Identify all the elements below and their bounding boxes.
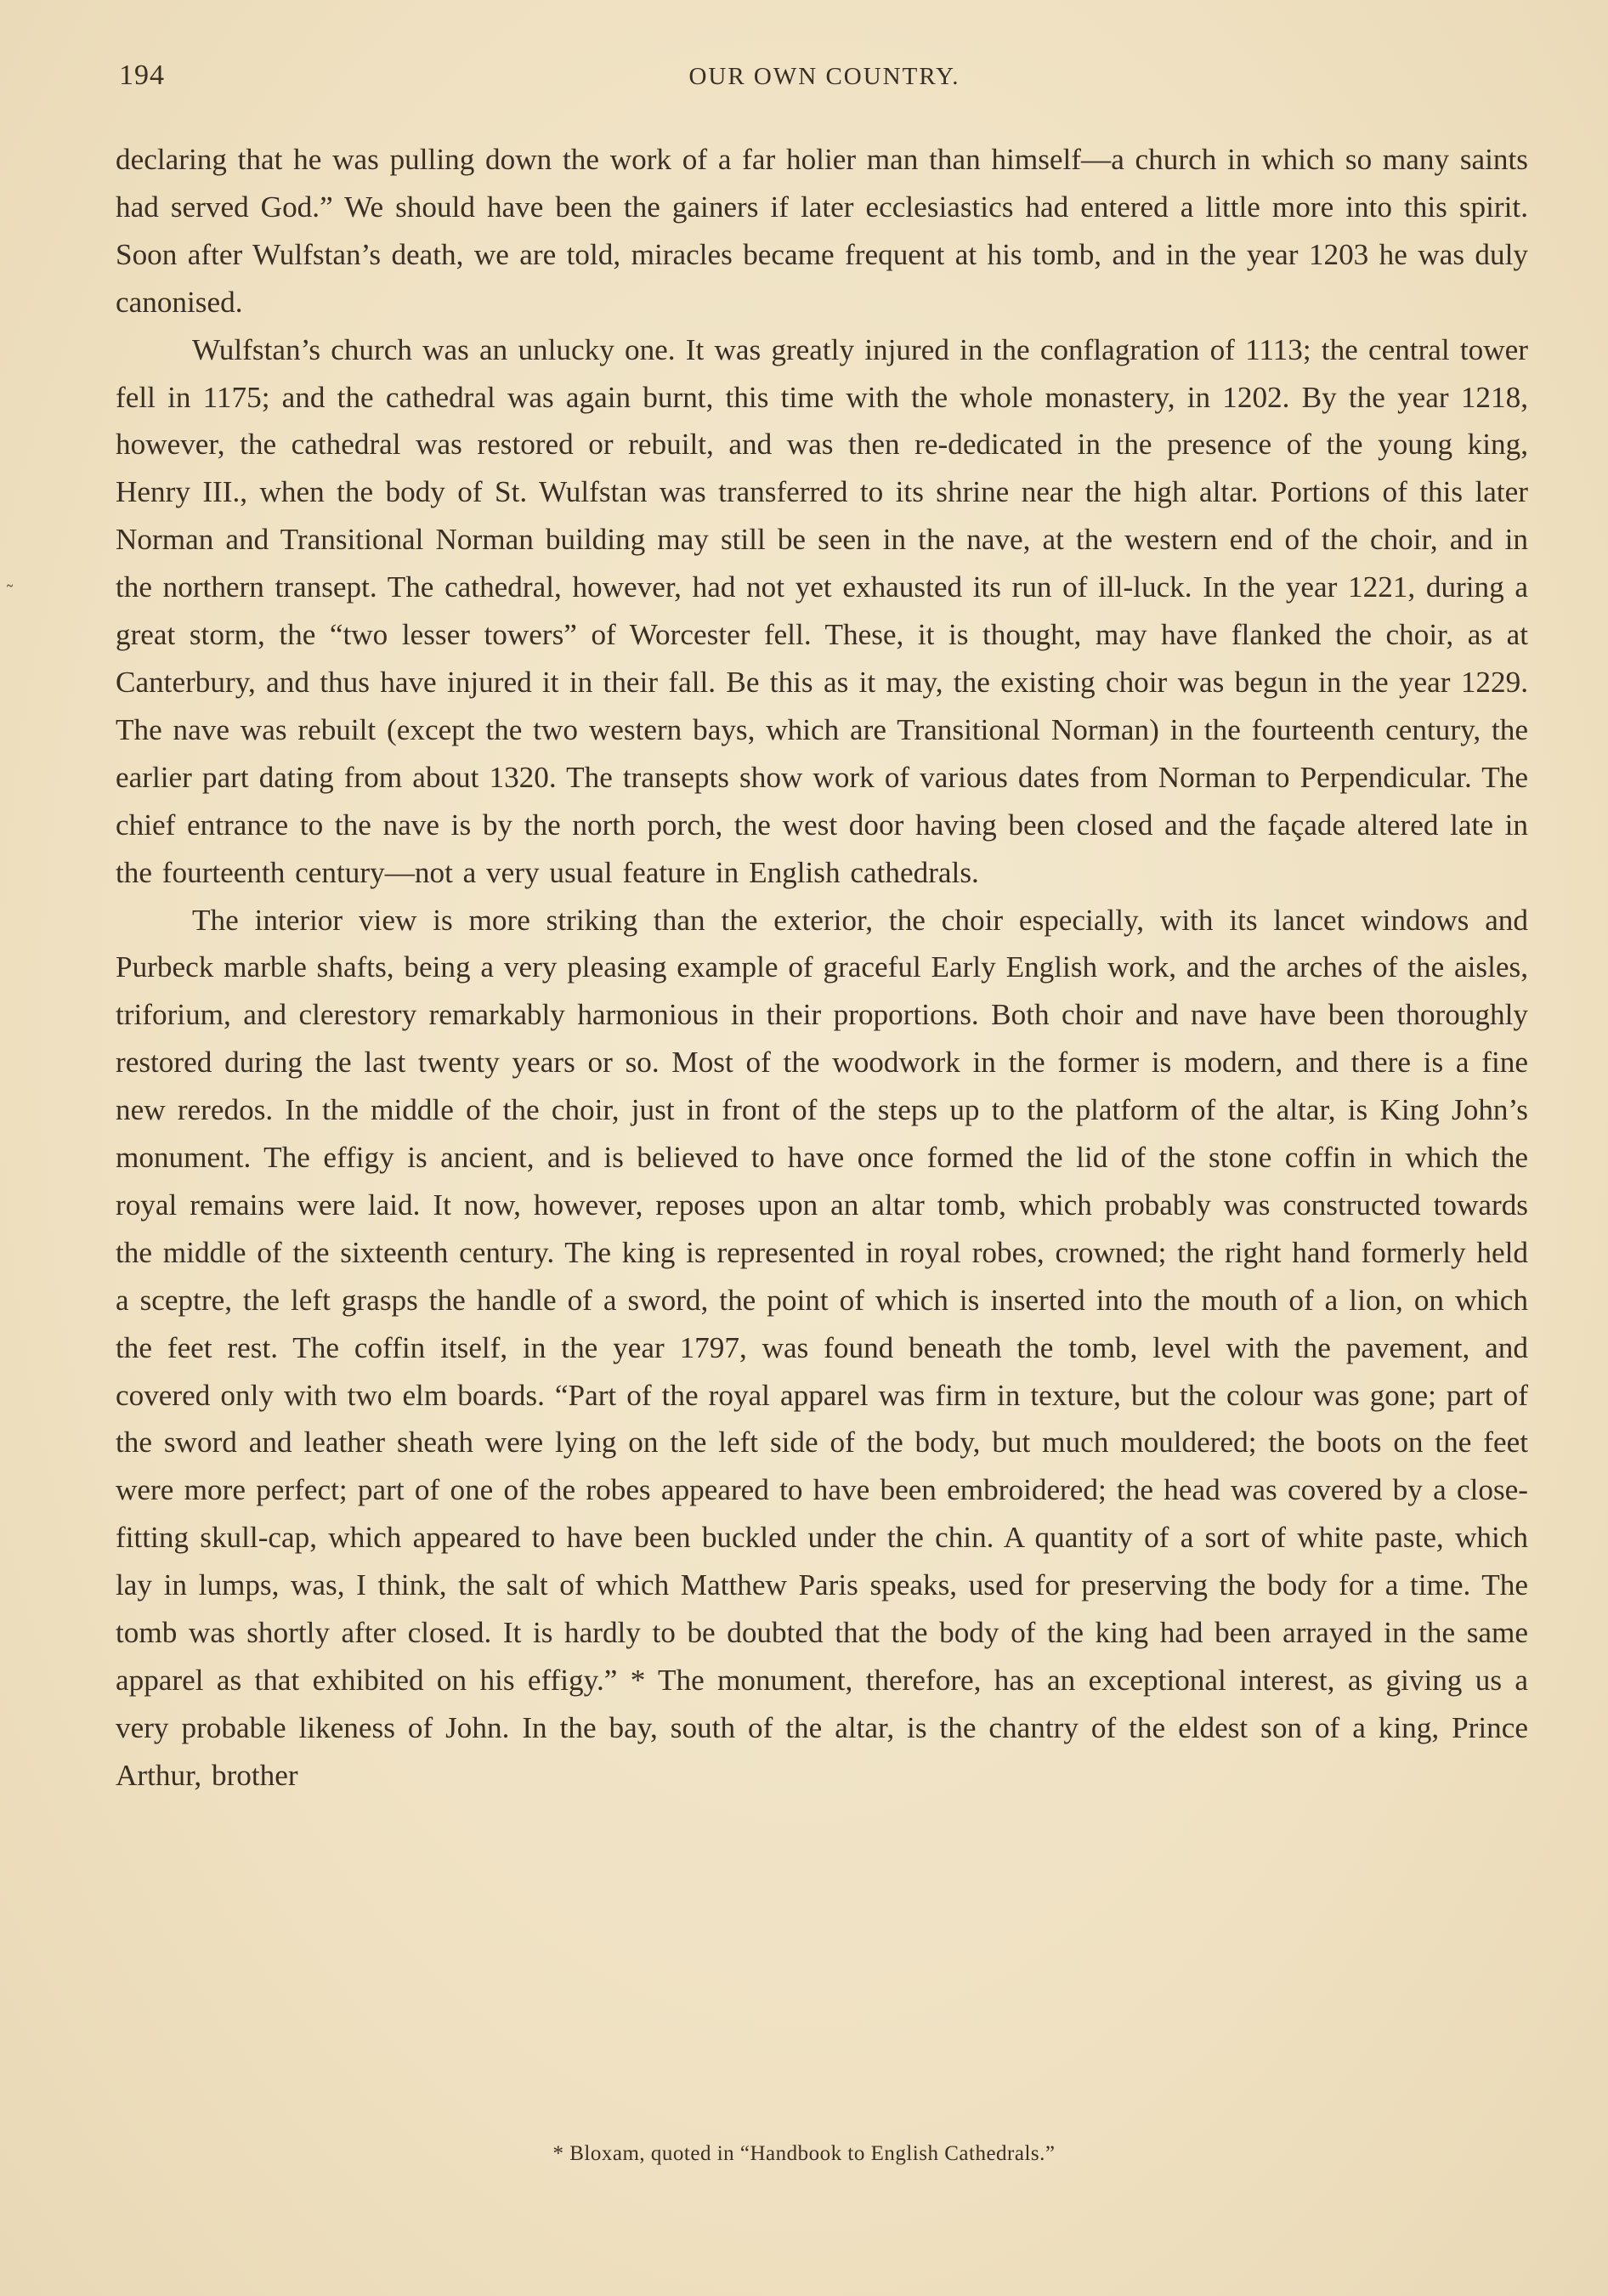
paragraph-1: declaring that he was pulling down the work of a far holier man than himself—a church in which so many saints had served God.” We should have been the gainers if later ecclesiastics had entered a little more into this spirit. Soon after Wulfstan’s death, we are told, miracles became frequent at his tomb, and in the year 1203 he was duly canonised. [116,143,1528,319]
running-title: OUR OWN COUNTRY. [688,63,960,90]
running-head [119,60,1530,102]
page-number: 194 [119,60,165,91]
margin-mark: ˜ [5,583,14,604]
paragraph-2: Wulfstan’s church was an unlucky one. It was greatly injured in the conflagration of 1113; the central tower fell in 1175; and the cathedral was again burnt, this time with the whole monastery, in 1202. By the year 1218, however, the cathedral was restored or rebuilt, and was then re-dedicated in the presence of the young king, Henry III., when the body of St. Wulfstan was transferred to its shrine near the high altar. Portions of this later Norman and Transitional Norman building may still be seen in the nave, at the western end of the choir, and in the northern transept. The cathedral, however, had not yet exhausted its run of ill-luck. In the year 1221, during a great storm, the “two lesser towers” of Worcester fell. These, it is thought, may have flanked the choir, as at Canterbury, and thus have injured it in their fall. Be this as it may, the existing choir was begun in the year 1229. The nave was rebuilt (except the two western bays, which are Transitional Norman) in the fourteenth century, the earlier part dating from about 1320. The transepts show work of various dates from Norman to Perpendicular. The chief entrance to the nave is by the north porch, the west door having been closed and the façade altered late in the fourteenth century—not a very usual feature in English cathedrals. [116,332,1528,889]
body-text [116,136,1528,1800]
paragraph-3: The interior view is more striking than the exterior, the choir especially, with its lancet windows and Purbeck marble shafts, being a very pleasing example of graceful Early English work, and the arches of the aisles, triforium, and clerestory remarkably harmonious in their proportions. Both choir and nave have been thoroughly restored during the last twenty years or so. Most of the woodwork in the former is modern, and there is a fine new reredos. In the middle of the choir, just in front of the steps up to the platform of the altar, is King John’s monument. The effigy is ancient, and is believed to have once formed the lid of the stone coffin in which the royal remains were laid. It now, however, reposes upon an altar tomb, which probably was constructed towards the middle of the sixteenth century. The king is represented in royal robes, crowned; the right hand formerly held a sceptre, the left grasps the handle of a sword, the point of which is inserted into the mouth of a lion, on which the feet rest. The coffin itself, in the year 1797, was found beneath the tomb, level with the pavement, and covered only with two elm boards. “Part of the royal apparel was firm in texture, but the colour was gone; part of the sword and leather sheath were lying on the left side of the body, but much mouldered; the boots on the feet were more perfect; part of one of the robes appeared to have been embroidered; the head was covered by a close-fitting skull-cap, which appeared to have been buckled under the chin. A quantity of a sort of white paste, which lay in lumps, was, I think, the salt of which Matthew Paris speaks, used for preserving the body for a time. The tomb was shortly after closed. It is hardly to be doubted that the body of the king had been arrayed in the same apparel as that exhibited on his effigy.” * The monument, therefore, has an exceptional interest, as giving us a very probable likeness of John. In the bay, south of the altar, is the chantry of the eldest son of a king, Prince Arthur, brother [116,903,1528,1792]
footnote: * Bloxam, quoted in “Handbook to English Cathedrals.” [552,2142,1056,2165]
